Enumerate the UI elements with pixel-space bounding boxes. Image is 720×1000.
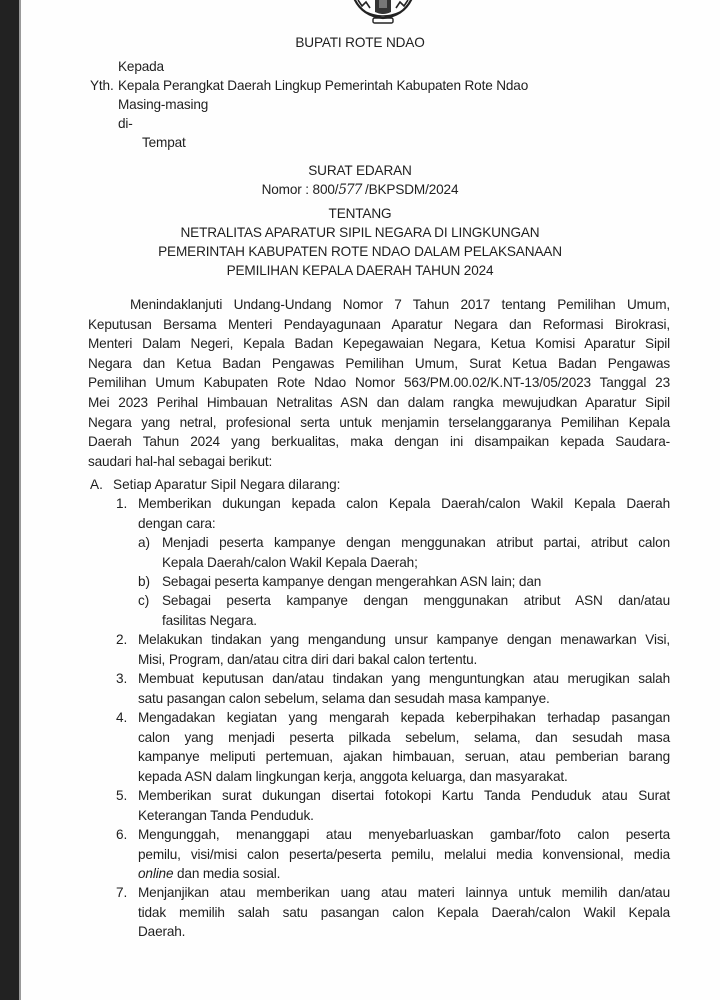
italic-word: online [138, 866, 174, 882]
item-marker: 3. [116, 671, 128, 686]
item-line [138, 864, 670, 884]
address-recipient: Kepala Perangkat Daerah Lingkup Pemerintah Kabupaten Rote Ndao [118, 78, 529, 93]
address-yth: Yth. [90, 78, 114, 93]
address-tempat: Tempat [142, 135, 186, 150]
item-line: Sebagai peserta kampanye dengan mengerahkan ASN lain; dan [162, 574, 542, 589]
item-line: dengan cara: [138, 515, 216, 531]
subitem-marker: c) [138, 593, 150, 608]
item-marker: 2. [116, 632, 128, 647]
paragraph-line: Mei 2023 Perihal Himbauan Netralitas ASN dan dalam rangka mewujudkan Aparatur Sipil [88, 394, 670, 410]
item-line: Sebagai peserta kampanye dengan menggunakan atribut ASN dan/atau [162, 593, 670, 608]
item-line: kepada ASN dalam lingkungan kerja, anggota keluarga, dan masyarakat. [138, 768, 568, 784]
item-line: Memberikan surat dukungan disertai fotokopi Kartu Tanda Penduduk atau Surat [138, 788, 670, 803]
item-marker: 7. [116, 885, 128, 900]
list-item [138, 825, 670, 884]
item-marker: 5. [116, 788, 128, 803]
list-item [138, 494, 670, 533]
item-line: Memberikan dukungan kepada calon Kepala Daerah/calon Wakil Kepala Daerah [138, 496, 670, 511]
list-item [138, 708, 670, 786]
sub-list-item [162, 533, 670, 572]
section-marker: A. [90, 477, 103, 492]
item-line: fasilitas Negara. [162, 612, 257, 628]
viewer-dark-margin [0, 0, 19, 1000]
item-line: pemilu, visi/misi calon peserta/peserta pemilu, melalui media konvensional, media [138, 846, 670, 862]
paragraph-line: Pemilihan Umum Kabupaten Rote Ndao Nomor 563/PM.00.02/K.NT-13/05/2023 Tanggal 23 [88, 375, 670, 391]
sub-list-item [162, 572, 670, 592]
item-line: kampanye meliputi pertemuan, ajakan himbauan, seruan, atau pemberian barang [138, 749, 670, 765]
issuer-heading: BUPATI ROTE NDAO [295, 35, 425, 50]
subject-line: PEMERINTAH KABUPATEN ROTE NDAO DALAM PELAKSANAAN [158, 244, 562, 259]
paragraph-line: Menteri Dalam Negeri, Kepala Badan Kepegawaian Negara, Ketua Komisi Aparatur Sipil [88, 336, 670, 352]
paragraph-line: Menindaklanjuti Undang-Undang Nomor 7 Tahun 2017 tentang Pemilihan Umum, [130, 297, 670, 312]
item-marker: 6. [116, 827, 128, 842]
sub-list-item [162, 591, 670, 630]
subject-line: NETRALITAS APARATUR SIPIL NEGARA DI LINGKUNGAN [180, 225, 540, 240]
item-line: Mengadakan kegiatan yang mengarah kepada keberpihakan terhadap pasangan [138, 710, 670, 725]
list-item [138, 786, 670, 825]
document-number [0, 180, 720, 200]
number-handwritten: 577 [338, 182, 362, 198]
item-line: tidak memilih salah satu pasangan calon Kepala Daerah/calon Wakil Kepala [138, 904, 670, 920]
subitem-marker: b) [138, 574, 151, 589]
item-line: Daerah. [138, 924, 186, 940]
address-di: di- [118, 116, 133, 131]
section-heading: Setiap Aparatur Sipil Negara dilarang: [113, 477, 341, 492]
item-line: Melakukan tindakan yang mengandung unsur kampanye dengan menawarkan Visi, [138, 632, 670, 647]
paragraph-line: saudari hal-hal sebagai berikut: [88, 453, 273, 469]
item-line: Keterangan Tanda Penduduk. [138, 807, 314, 823]
item-line: Menjanjikan atau memberikan uang atau materi lainnya untuk memilih dan/atau [138, 885, 670, 900]
list-item [138, 883, 670, 942]
item-line: Kepala Daerah/calon Wakil Kepala Daerah; [162, 554, 418, 570]
number-suffix: /BKPSDM/2024 [361, 182, 459, 197]
address-kepada: Kepada [118, 59, 164, 74]
paragraph-line: Daerah Tahun 2024 yang berkualitas, maka dengan ini disampaikan kepada Saudara- [88, 434, 670, 450]
item-line: satu pasangan calon sebelum, selama dan sesudah masa kampanye. [138, 690, 550, 706]
number-prefix: Nomor : 800/ [261, 182, 339, 197]
item-marker: 4. [116, 710, 128, 725]
list-item [138, 669, 670, 708]
regency-emblem-icon [348, 0, 418, 26]
document-type: SURAT EDARAN [308, 163, 412, 178]
paragraph-line: Negara dan Ketua Badan Pengawas Pemilihan Umum, Surat Ketua Badan Pengawas [88, 355, 670, 371]
item-line: Menjadi peserta kampanye dengan menggunakan atribut partai, atribut calon [162, 535, 670, 550]
item-marker: 1. [116, 496, 128, 511]
item-line: Misi, Program, dan/atau citra diri dari bakal calon tertentu. [138, 651, 478, 667]
subject-line: PEMILIHAN KEPALA DAERAH TAHUN 2024 [226, 263, 494, 278]
list-item [138, 630, 670, 669]
item-line: Membuat keputusan dan/atau tindakan yang menguntungkan atau merugikan salah [138, 671, 670, 686]
paragraph-line: Negara yang netral, profesional serta untuk menjamin terselanggaranya Pemilihan Kepala [88, 414, 670, 430]
item-line: calon yang menjadi peserta pilkada sebelum, selama, dan sesudah masa [138, 729, 670, 745]
tentang-label: TENTANG [328, 206, 392, 221]
intro-paragraph [88, 295, 670, 471]
subitem-marker: a) [138, 535, 151, 550]
item-line-rest: dan media sosial. [173, 866, 281, 882]
item-line: Mengunggah, menanggapi atau menyebarluaskan gambar/foto calon peserta [138, 827, 670, 842]
paragraph-line: Keputusan Bersama Menteri Pendayagunaan Aparatur Negara dan Reformasi Birokrasi, [88, 316, 670, 332]
address-masing: Masing-masing [118, 97, 209, 112]
